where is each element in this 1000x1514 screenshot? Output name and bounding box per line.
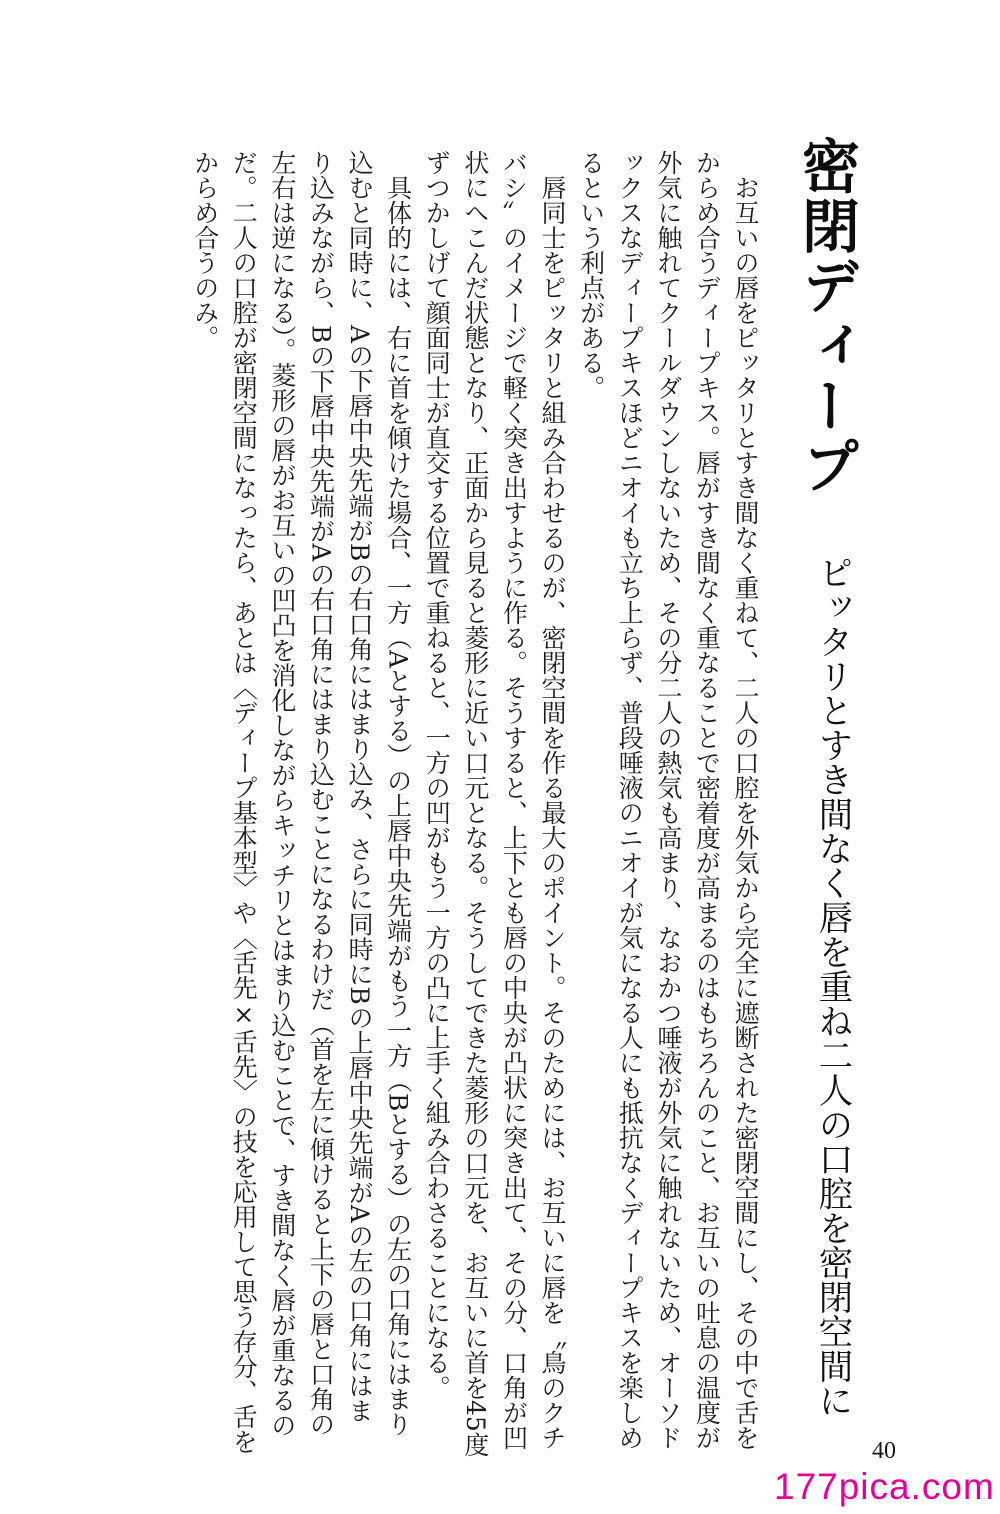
text-line: バシ〟のイメージで軽く突き出すように作る。そうすると、上下とも唇の中央が凸状に突き出て、その分、口角が凹	[499, 150, 529, 1450]
body-text	[185, 150, 764, 1457]
text-line: 左右は逆になる）。菱形の唇がお互いの凹凸を消化しながらキッチリとはまり込むことで、すき間なく唇が重なるの	[267, 150, 297, 1438]
text-line: からめ合うのみ。	[190, 150, 220, 350]
text-line: ックスなディープキスほどニオイも立ち上らず、普段唾液のニオイが気になる人にも抵抗なくディープキスを楽しめ	[615, 150, 645, 1450]
watermark-link[interactable]: 177pica.com	[774, 1466, 995, 1507]
text-line: 具体的には、右に首を傾けた場合、一方（Aとする）の上唇中央先端がもう一方（Bとする）の左の口角にはまり	[383, 150, 413, 1437]
text-line: 込むと同時に、Aの下唇中央先端がBの右口角にはまり込み、さらに同時にBの上唇中央先端がAの左の口角にはま	[345, 150, 375, 1423]
page-subtitle: ピッタリとすき間なく唇を重ね二人の口腔を密閉空間に	[812, 555, 852, 1418]
text-line: るという利点がある。	[576, 150, 606, 400]
text-line: からめ合うディープキス。唇がすき間なく重なることで密着度が高まるのはもちろんのこと、お互いの吐息の温度が	[692, 150, 722, 1450]
paragraph-2	[417, 150, 571, 1457]
text-line: だ。二人の口腔が密閉空間になったら、あとは〈ディープ基本型〉や〈舌先×舌先〉の技を応用して思う存分、舌を	[229, 150, 259, 1454]
text-line: 状にへこんだ状態となり、正面から見ると菱形に近い口元となる。そうしてできた菱形の口元を、お互いに首を45度	[460, 150, 490, 1457]
page-number: 40	[872, 1438, 896, 1464]
paragraph-3	[185, 150, 417, 1457]
paragraph-1	[571, 150, 764, 1457]
text-line: 唇同士をピッタリと組み合わせるのが、密閉空間を作る最大のポイント。そのためには、お互いに唇を〝鳥のクチ	[538, 150, 568, 1450]
text-line: お互いの唇をピッタリとすき間なく重ねて、二人の口腔を外気から完全に遮断された密閉空間にし、その中で舌を	[731, 150, 760, 1450]
page-title: 密閉ディープ	[792, 136, 860, 496]
text-line: り込みながら、Bの下唇中央先端がAの右口角にはまり込むことになるわけだ（首を左に傾けると上下の唇と口角の	[306, 150, 336, 1437]
text-line: ずつかしげて顔面同士が直交する位置で重ねると、一方の凹がもう一方の凸に上手く組み合わさることになる。	[422, 150, 452, 1400]
text-line: 外気に触れてクールダウンしないため、その分二人の熱気も高まり、なおかつ唾液が外気に触れないため、オーソド	[653, 150, 683, 1450]
